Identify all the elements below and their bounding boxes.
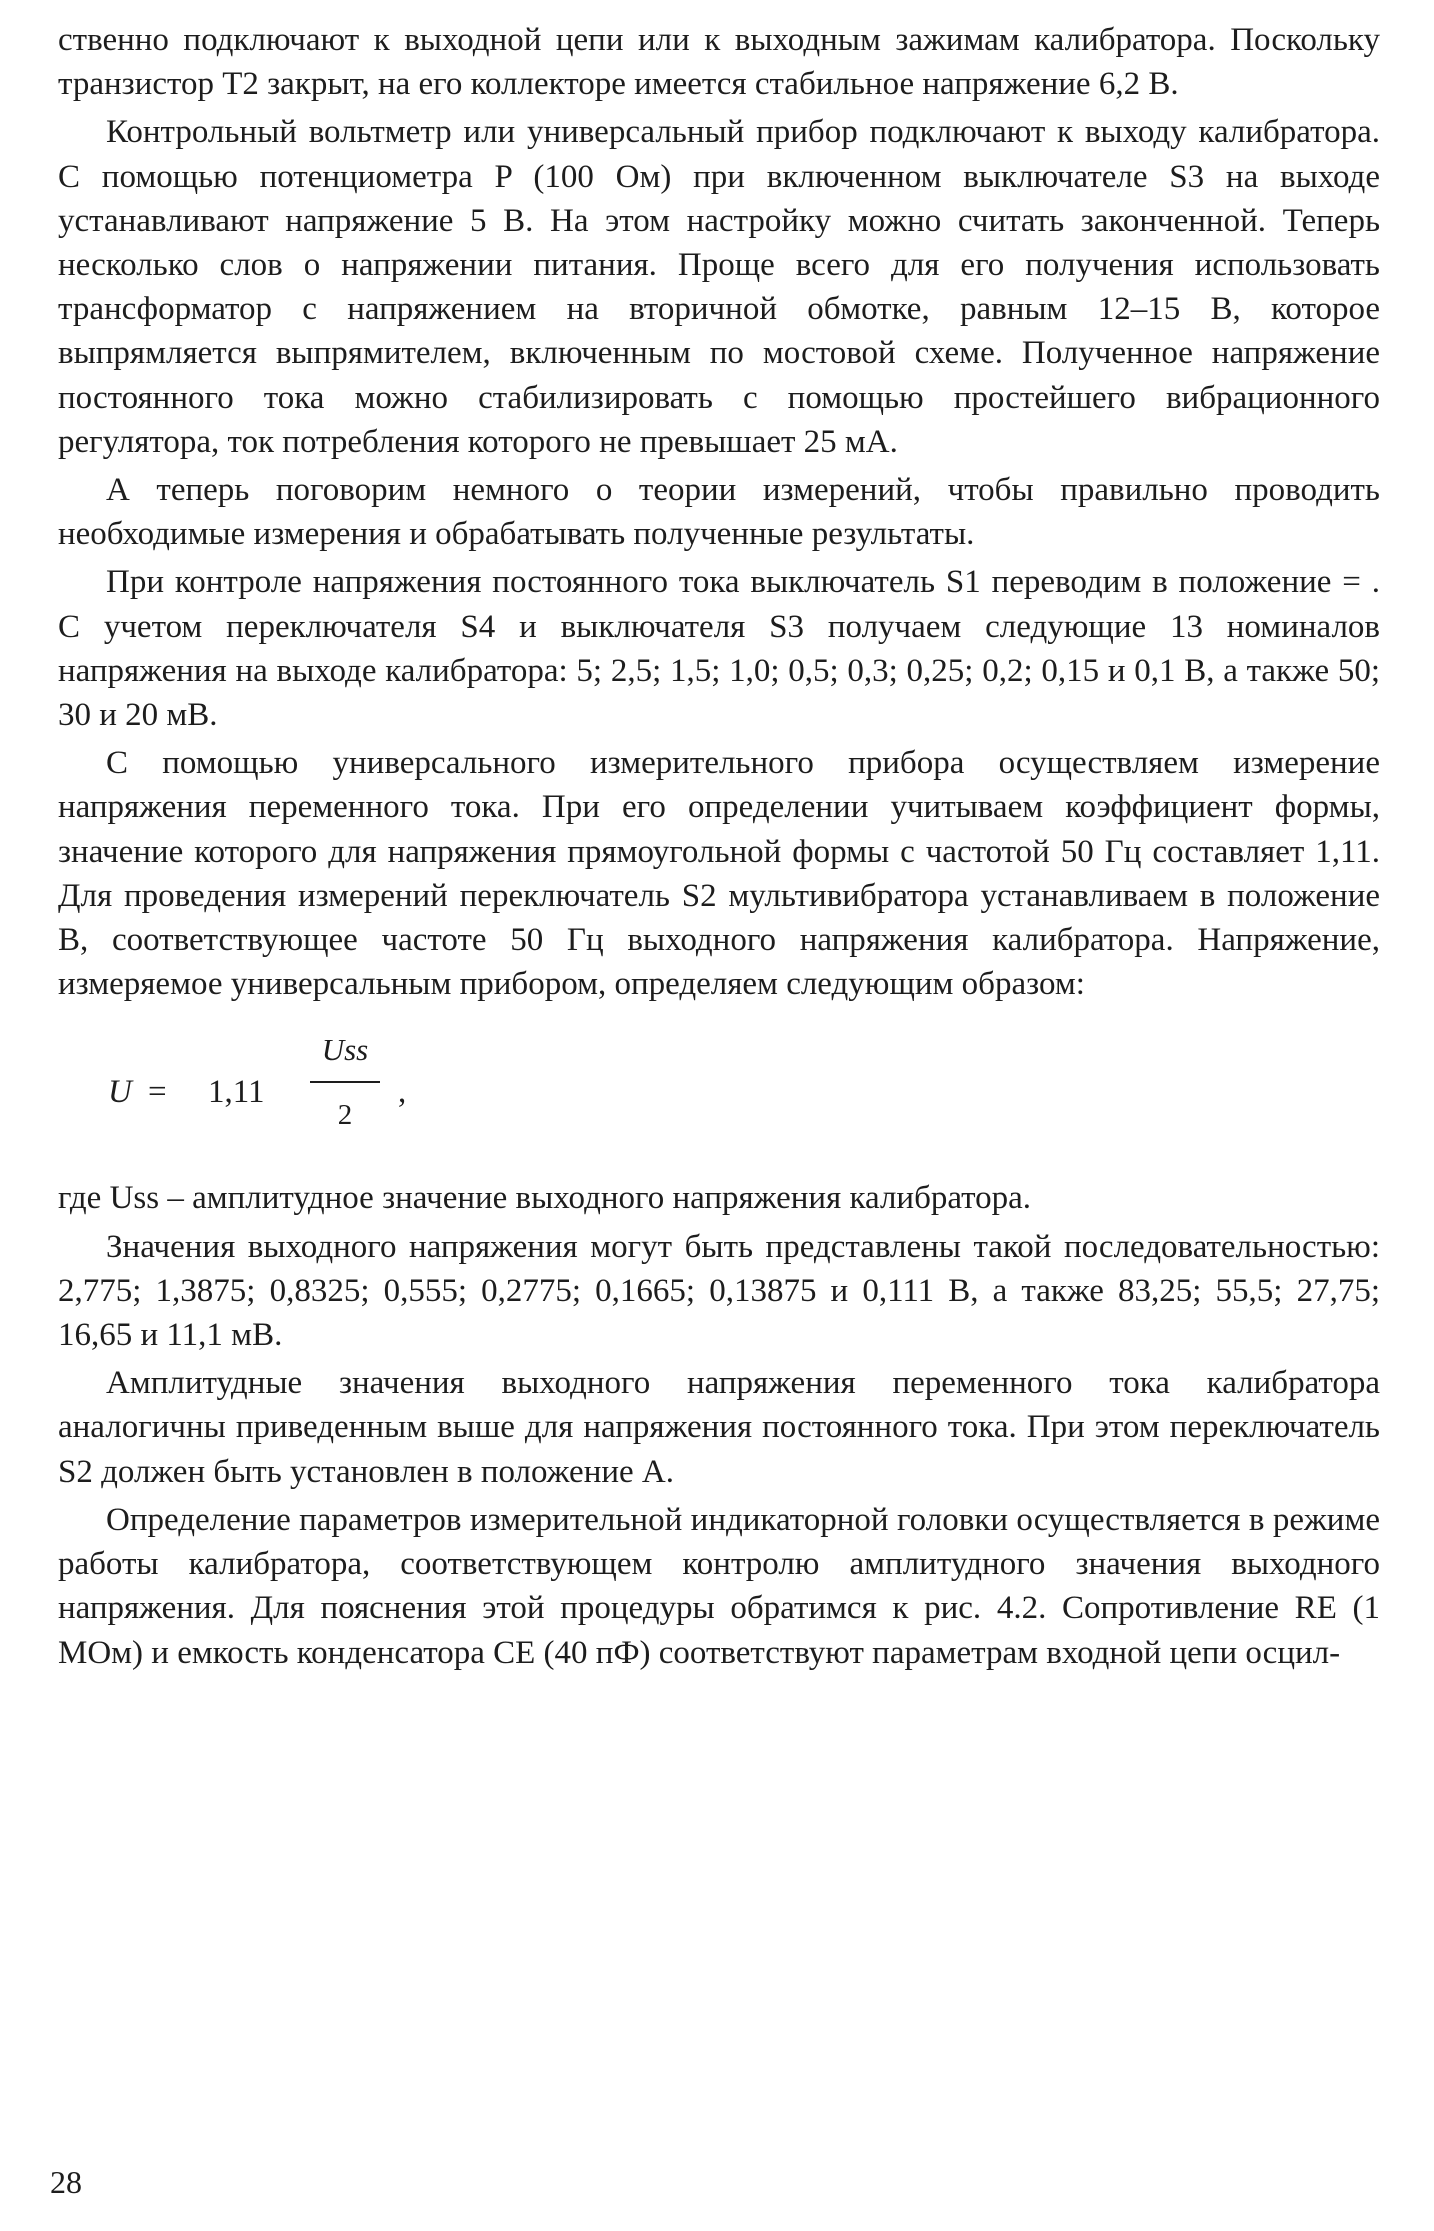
- paragraph-2: Контрольный вольтметр или универсальный прибор подключают к выходу калибратора. С помощью потенциометра P (100 Ом) при включенном выключателе S3 на выходе устанавливают напряжение 5 В. На этом настройку можно считать законченной. Теперь несколько слов о напряжении питания. Проще всего для его получения использовать трансформатор с напряжением на вторичной обмотке, равным 12–15 В, которое выпрямляется выпрямителем, включенным по мостовой схеме. Полученное напряжение постоянного тока можно стабилизировать с помощью простейшего вибрационного регулятора, ток потребления которого не превышает 25 мА.: [58, 114, 1380, 460]
- paragraph-9: Определение параметров измерительной индикаторной головки осуществляется в режиме работы калибратора, соответствующем контролю амплитудного значения выходного напряжения. Для пояснения этой процедуры обратимся к рис. 4.2. Сопротивление RE (1 МОм) и емкость конденсатора CE (40 пФ) соответствуют параметрам входной цепи осцил-: [58, 1501, 1380, 1671]
- formula-trailing: ,: [398, 1074, 407, 1111]
- paragraph-1: ственно подключают к выходной цепи или к выходным зажимам калибратора. Поскольку транзистор T2 закрыт, на его коллекторе имеется стабильное напряжение 6,2 В.: [58, 22, 1380, 103]
- formula-coefficient: 1,11: [208, 1074, 265, 1111]
- page-body: [58, 18, 1380, 1679]
- formula: [58, 1028, 1380, 1148]
- formula-fraction: [310, 1028, 380, 1136]
- formula-equals: =: [148, 1074, 167, 1111]
- paragraph-5: С помощью универсального измерительного прибора осуществляем измерение напряжения переменного тока. При его определении учитываем коэффициент формы, значение которого для напряжения прямоугольной формы с частотой 50 Гц составляет 1,11. Для проведения измерений переключатель S2 мультивибратора устанавливаем в положение B, соответствующее частоте 50 Гц выходного напряжения калибратора. Напряжение, измеряемое универсальным прибором, определяем следующим образом:: [58, 745, 1380, 1003]
- fraction-bar: [310, 1081, 380, 1083]
- paragraph-3: А теперь поговорим немного о теории измерений, чтобы правильно проводить необходимые измерения и обрабатывать полученные результаты.: [58, 472, 1380, 553]
- paragraph-6: где Uss – амплитудное значение выходного напряжения калибратора.: [58, 1180, 1032, 1217]
- formula-numerator: Uss: [321, 1032, 369, 1068]
- formula-lhs: U: [108, 1074, 132, 1111]
- paragraph-7: Значения выходного напряжения могут быть представлены такой последовательностью: 2,775; 1,3875; 0,8325; 0,555; 0,2775; 0,1665; 0,13875 и 0,111 В, а также 83,25; 55,5; 27,75; 16,65 и 11,1 мВ.: [58, 1228, 1380, 1354]
- page-number: 28: [50, 2164, 82, 2200]
- paragraph-8: Амплитудные значения выходного напряжения переменного тока калибратора аналогичны приведенным выше для напряжения постоянного тока. При этом переключатель S2 должен быть установлен в положение A.: [58, 1365, 1380, 1490]
- paragraph-4: При контроле напряжения постоянного тока выключатель S1 переводим в положение = . С учетом переключателя S4 и выключателя S3 получаем следующие 13 номиналов напряжения на выходе калибратора: 5; 2,5; 1,5; 1,0; 0,5; 0,3; 0,25; 0,2; 0,15 и 0,1 В, а также 50; 30 и 20 мВ.: [58, 564, 1380, 734]
- formula-denominator: 2: [337, 1098, 353, 1131]
